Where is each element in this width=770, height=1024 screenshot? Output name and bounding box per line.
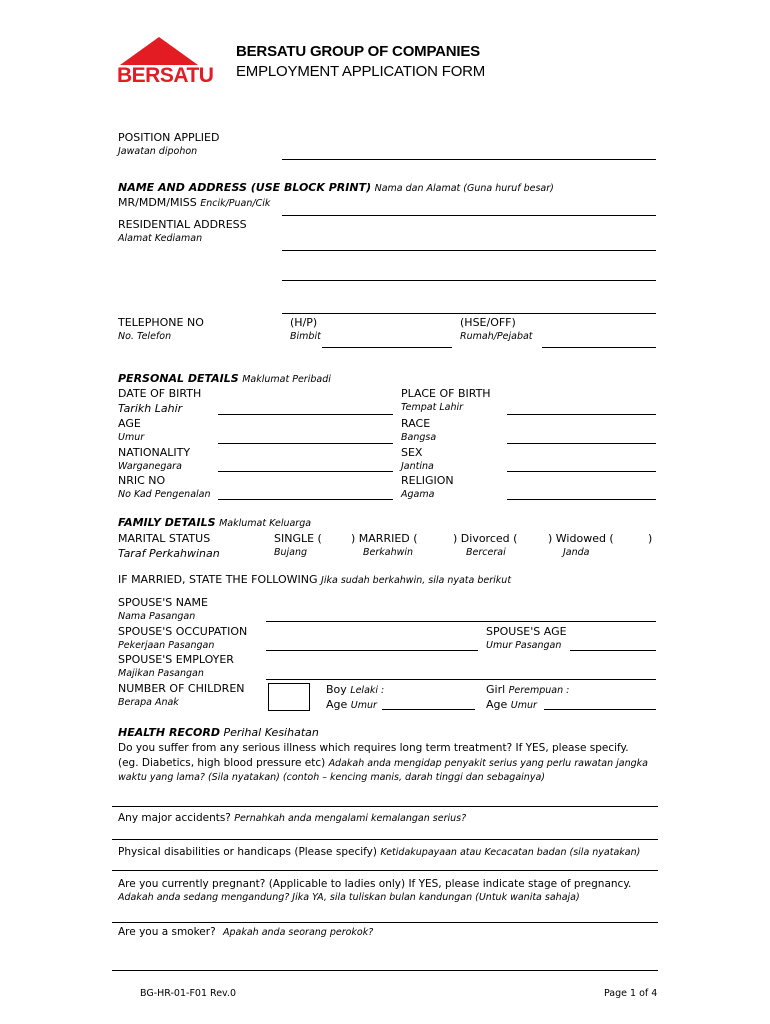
telephone-label: TELEPHONE NO [118,316,204,329]
divorced-option[interactable]: ) Divorced ( [453,532,518,545]
hse-field[interactable] [542,347,656,348]
name-address-heading: NAME AND ADDRESS (USE BLOCK PRINT) [118,181,372,194]
spouse-name-label-ms: Nama Pasangan [118,611,196,622]
if-married-row [118,573,511,586]
name-field[interactable] [282,215,656,216]
pob-label-ms: Tempat Lahir [401,402,464,413]
boy-row [326,683,384,696]
sex-label: SEX [401,446,423,459]
health-heading: HEALTH RECORD [118,726,220,739]
marital-label: MARITAL STATUS [118,532,211,545]
girl-label: Girl [486,683,506,696]
nric-field[interactable] [218,499,393,500]
married-option-ms: Berkahwin [363,547,414,558]
dob-label: DATE OF BIRTH [118,387,202,400]
spouse-occupation-label: SPOUSE'S OCCUPATION [118,625,248,638]
family-heading-ms: Maklumat Keluarga [219,518,312,529]
religion-field[interactable] [507,499,656,500]
company-name: BERSATU GROUP OF COMPANIES [236,43,480,60]
marital-label-ms: Taraf Perkahwinan [118,547,220,560]
personal-heading-ms: Maklumat Peribadi [242,374,331,385]
logo-roof-icon [118,36,200,66]
hp-label: (H/P) [290,316,318,329]
health-q3: Physical disabilities or handicaps (Please specify) [118,846,377,858]
age-field[interactable] [218,443,393,444]
married-option[interactable]: ) MARRIED ( [351,532,418,545]
nationality-field[interactable] [218,471,393,472]
if-married-label: IF MARRIED, STATE THE FOLLOWING [118,573,318,586]
health-q5: Are you a smoker? [118,926,216,938]
age-label-ms: Umur [118,432,145,443]
address-field-line-1[interactable] [282,250,656,251]
health-q4: Are you currently pregnant? (Applicable to ladies only) If YES, please indicate stage of pregnancy. [118,878,632,890]
position-field[interactable] [282,159,656,160]
girl-age-label-ms: Umur [510,700,537,711]
nric-label-ms: No Kad Pengenalan [118,489,211,500]
health-q5-row [118,926,373,938]
boy-age-label-ms: Umur [350,700,377,711]
race-label-ms: Bangsa [401,432,437,443]
children-label-ms: Berapa Anak [118,697,179,708]
divorced-option-ms: Bercerai [466,547,506,558]
nationality-label-ms: Warganegara [118,461,182,472]
pob-label: PLACE OF BIRTH [401,387,491,400]
spouse-age-label: SPOUSE'S AGE [486,625,567,638]
address-label-ms: Alamat Kediaman [118,233,203,244]
spouse-employer-field[interactable] [266,679,656,680]
health-q1-row-2 [118,757,648,769]
health-q5-ms: Apakah anda seorang perokok? [223,927,374,938]
spouse-employer-label: SPOUSE'S EMPLOYER [118,653,234,666]
title-label-ms: Encik/Puan/Cik [200,198,271,209]
health-q3-ms: Ketidakupayaan atau Kecacatan badan (sila nyatakan) [380,847,641,858]
children-label: NUMBER OF CHILDREN [118,682,245,695]
spouse-occupation-field[interactable] [266,650,478,651]
spouse-age-label-ms: Umur Pasangan [486,640,562,651]
form-title: EMPLOYMENT APPLICATION FORM [236,63,486,80]
address-label: RESIDENTIAL ADDRESS [118,218,247,231]
health-q1-field[interactable] [112,806,658,807]
girl-label-ms: Perempuan : [508,685,570,696]
health-q4-field[interactable] [112,922,658,923]
health-q2: Any major accidents? [118,812,231,824]
family-heading: FAMILY DETAILS [118,516,216,529]
page-number: Page 1 of 4 [604,988,658,999]
if-married-label-ms: Jika sudah berkahwin, sila nyata berikut [321,575,512,586]
health-q5-field[interactable] [112,970,658,971]
dob-field[interactable] [218,414,393,415]
nric-label: NRIC NO [118,474,166,487]
health-heading-ms: Perihal Kesihatan [223,726,319,739]
address-field-line-3[interactable] [282,313,656,314]
spouse-age-field[interactable] [570,650,656,651]
health-q1-example: (eg. Diabetics, high blood pressure etc) [118,757,326,769]
marital-close-paren: ) [648,532,653,545]
widowed-option[interactable]: ) Widowed ( [548,532,614,545]
position-label-ms: Jawatan dipohon [118,146,198,157]
nationality-label: NATIONALITY [118,446,191,459]
spouse-name-label: SPOUSE'S NAME [118,596,208,609]
girl-age-row [486,698,537,711]
health-q3-field[interactable] [112,870,658,871]
boy-label: Boy [326,683,347,696]
race-field[interactable] [507,443,656,444]
spouse-employer-label-ms: Majikan Pasangan [118,668,204,679]
boy-label-ms: Lelaki : [350,685,385,696]
hp-label-ms: Bimbit [290,331,321,342]
health-q1-ms-a: Adakah anda mengidap penyakit serius yang perlu rawatan jangka [328,758,648,769]
pob-field[interactable] [507,414,656,415]
health-heading-row [118,726,319,739]
boy-age-row [326,698,377,711]
health-q2-row [118,812,466,824]
single-option[interactable]: SINGLE ( [274,532,322,545]
hp-field[interactable] [322,347,452,348]
single-option-ms: Bujang [274,547,308,558]
health-q3-row [118,846,640,858]
hse-label: (HSE/OFF) [460,316,516,329]
children-count-box[interactable] [268,683,310,711]
race-label: RACE [401,417,431,430]
form-code: BG-HR-01-F01 Rev.0 [140,988,236,999]
personal-heading: PERSONAL DETAILS [118,372,239,385]
position-label: POSITION APPLIED [118,131,220,144]
name-address-heading-row [118,181,554,194]
title-label-row [118,196,270,209]
title-label: MR/MDM/MISS [118,196,197,209]
personal-heading-row [118,372,331,385]
logo-text: BERSATU [117,64,214,87]
age-label: AGE [118,417,141,430]
widowed-option-ms: Janda [563,547,590,558]
dob-label-ms: Tarikh Lahir [118,402,183,415]
health-q1-ms-b: waktu yang lama? (Sila nyatakan) (contoh – kencing manis, darah tinggi dan sebagainya) [118,772,545,783]
health-q4-ms: Adakah anda sedang mengandung? Jika YA, sila tuliskan bulan kandungan (Untuk wanita sahaja) [118,892,580,903]
health-q2-ms: Pernahkah anda mengalami kemalangan serius? [234,813,467,824]
family-heading-row [118,516,311,529]
girl-age-label: Age [486,698,508,711]
health-q2-field[interactable] [112,839,658,840]
sex-label-ms: Jantina [401,461,434,472]
girl-row [486,683,569,696]
spouse-name-field[interactable] [266,621,656,622]
hse-label-ms: Rumah/Pejabat [460,331,533,342]
address-field-line-2[interactable] [282,280,656,281]
religion-label: RELIGION [401,474,454,487]
boy-age-field[interactable] [382,709,475,710]
name-address-heading-ms: Nama dan Alamat (Guna huruf besar) [374,183,554,194]
spouse-occupation-label-ms: Pekerjaan Pasangan [118,640,215,651]
religion-label-ms: Agama [401,489,435,500]
girl-age-field[interactable] [544,709,656,710]
telephone-label-ms: No. Telefon [118,331,172,342]
health-q1: Do you suffer from any serious illness which requires long term treatment? If YES, please specify. [118,742,629,754]
boy-age-label: Age [326,698,348,711]
sex-field[interactable] [507,471,656,472]
